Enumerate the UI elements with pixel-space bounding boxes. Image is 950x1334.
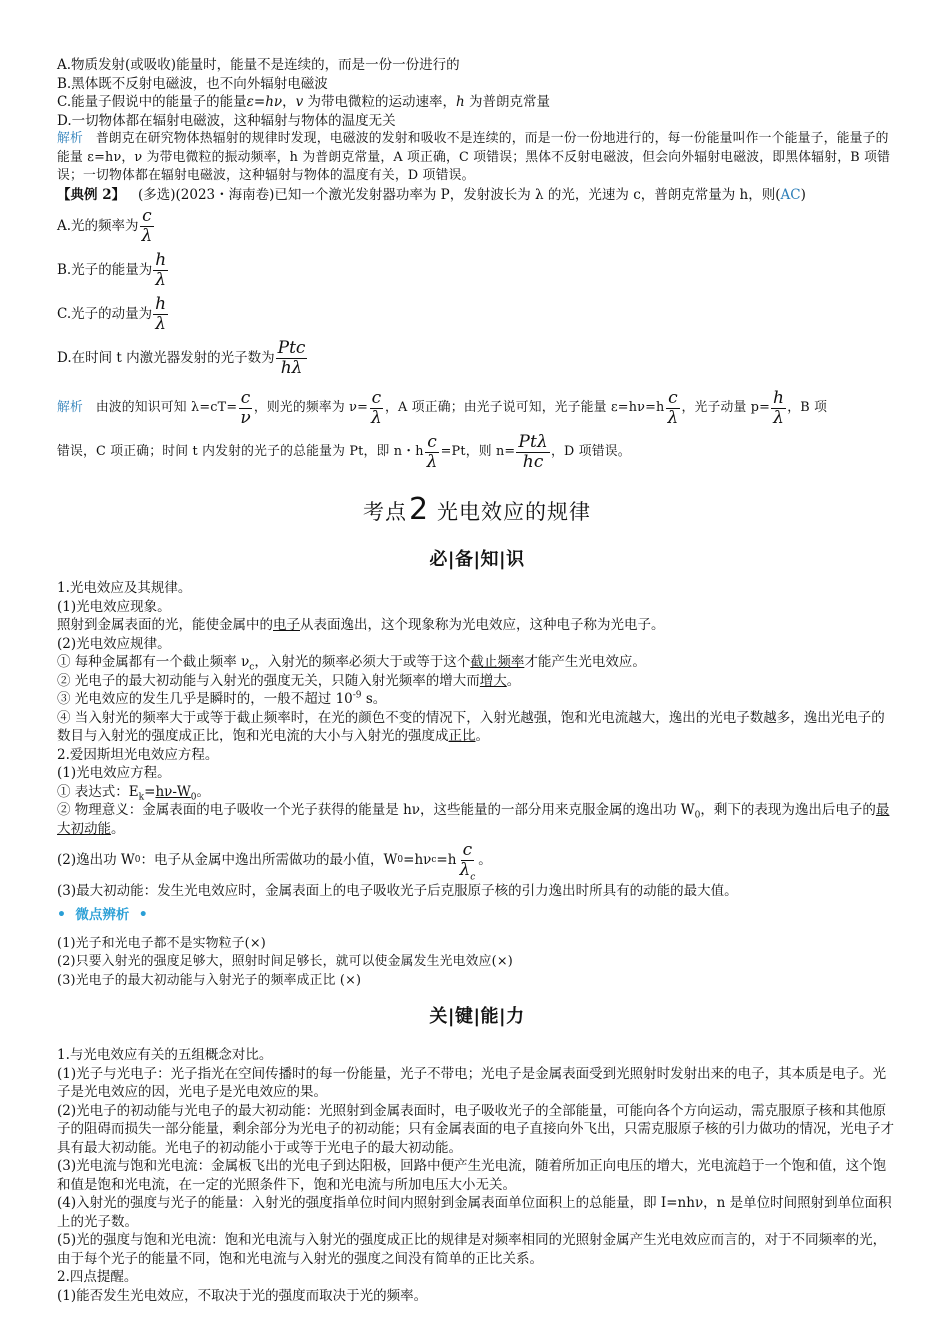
- example2-stem: 【典例 2】 (多选)(2023・海南卷)已知一个激光发射器功率为 P，发射波长为 λ 的光，光速为 c，普朗克常量为 h，则(AC): [57, 186, 806, 203]
- weidian-item: (2)只要入射光的强度足够大，照射时间足够长，就可以使金属发生光电效应(×): [57, 954, 513, 969]
- example2-analysis-line1: 解析 由波的知识可知 λ=cT= $\frac{c}{\nu}$ ，则光的频率为 ν= $\frac{c}{\lambda}$ ，A 项正确；由光子说可知，光子能量 ε=hν=h $\frac{c}{\lambda}$ ，光子动量 p= $\frac{h}{\lambda}$ ，B 项: [57, 387, 828, 428]
- example2-option-c: C.光子的动量为 $\frac{h}{\lambda}$: [57, 293, 167, 334]
- example2-option-b: B.光子的能量为 $\frac{h}{\lambda}$: [57, 249, 167, 290]
- example2-option-a: A.光的频率为 $\frac{c}{\lambda}$: [57, 205, 153, 246]
- q1-option-d: D.一切物体都在辐射电磁波，这种辐射与物体的温度无关: [57, 112, 396, 129]
- weidian-item: (1)光子和光电子都不是实物粒子(×): [57, 935, 266, 951]
- q1-option-c: C.能量子假说中的能量子的能量ε=hν，v 为带电微粒的运动速率，h 为普朗克常量: [57, 94, 551, 110]
- guanjian-section: 1.与光电效应有关的五组概念对比。 (1)光子与光电子：光子指光在空间传播时的每一份能量，光子不带电；光电子是金属表面受到光照射时发射出来的电子，其本质是电子。光子是光电效应的因，光电子是光电效应的果。 (2)光电子的初动能与光电子的最大初动能：光照射到金属表面时，电子吸收光子的全部能量，可能向各个方向运动，需克服原子核和其他原子的阻碍而损失一部分能量，剩余部分为光电子的初动能；只有金属表面的电子直接向外飞出，只需克服原子核的引力做功的情况，光电子才具有最大初动能。光电子的初动能小于或等于光电子的最大初动能。 (3)光电流与饱和光电流：金属板飞出的光电子到达阳极，回路中便产生光电流，随着所加正向电压的增大，光电流趋于一个饱和值，这个饱和值是饱和光电流，在一定的光照条件下，饱和光电流与所加电压大小无关。 (4)入射光的强度与光子的能量：入射光的强度指单位时间内照射到金属表面单位面积上的总能量，即 I=nhν，n 是单位时间照射到单位面积上的光子数。 (5)光的强度与饱和光电流：饱和光电流与入射光的强度成正比的规律是对频率相同的光照射金属产生光电效应而言的，对于不同频率的光，由于每个光子的能量不同，饱和光电流与入射光的强度之间没有简单的正比关系。 2.四点提醒。 (1)能否发生光电效应，不取决于光的强度而取决于光的频率。: [57, 1047, 894, 1304]
- fraction: $\frac{c}{\lambda_c}$: [459, 839, 476, 882]
- guanjian-heading: 关|键|能|力: [429, 1006, 525, 1027]
- bibei-heading: 必|备|知|识: [429, 549, 525, 570]
- bibei-section: 1.光电效应及其规律。 (1)光电效应现象。 照射到金属表面的光，能使金属中的电子从表面逸出，这个现象称为光电效应，这种电子称为光电子。 (2)光电效应规律。 ① 每种金属都有一个截止频率 $\nu_c$，入射光的频率必须大于或等于这个截止频率才能产生光电效应。 ② 光电子的最大初动能与入射光的强度无关，只随入射光频率的增大而增大。 ③ 光电效应的发生几乎是瞬时的，一般不超过 $10^{-9}$ s。 ④ 当入射光的频率大于或等于截止频率时，在光的颜色不变的情况下，入射光越强，饱和光电流越大，逸出的光电子数越多，逸出光电子的数目与入射光的强度成正比，饱和光电流的大小与入射光的强度成正比。 2.爱因斯坦光电效应方程。 (1)光电效应方程。 ① 表达式：$E_k=h\nu-W_0$。 ② 物理意义：金属表面的电子吸收一个光子获得的能量是 hν，这些能量的一部分用来克服金属的逸出功 $W_0$，剩下的表现为逸出后电子的最大初动能。 (2)逸出功 W 0 ：电子从金属中逸出所需做功的最小值，W 0 =hν c =h $\frac{c}{\lambda_c}$ 。 (3)最大初动能：发生光电效应时，金属表面上的电子吸收光子后克服原子核的引力逸出时所具有的动能的最大值。: [57, 580, 890, 899]
- q1-analysis: 解析 普朗克在研究物体热辐射的规律时发现，电磁波的发射和吸收不是连续的，而是一份一份地进行的，每一份能量叫作一个能量子，能量子的能量 ε=hν，ν 为带电微粒的振动频率，h 为普朗克常量，A 项正确，C 项错误；黑体不反射电磁波，但会向外辐射电磁波，即黑体辐射，B 项错误；一切物体都在辐射电磁波，这种辐射与物体的温度有关，D 项错误。: [57, 131, 891, 183]
- fraction: $\frac{h}{\lambda}$: [155, 249, 167, 290]
- fraction: $\frac{\text{Ptc}}{h\lambda}$: [277, 337, 306, 378]
- analysis-label: 解析: [57, 399, 83, 415]
- example2-answer: AC: [780, 186, 801, 203]
- example2-analysis-line2: 错误，C 项正确；时间 t 内发射的光子的总能量为 Pt，即 n・h $\frac{c}{\lambda}$ =Pt，则 n= $\frac{\text{Ptλ}}{hc}$ ，D 项错误。: [57, 431, 631, 472]
- weidian-item: (3)光电子的最大初动能与入射光子的频率成正比 (×): [57, 972, 362, 988]
- fraction: $\frac{h}{\lambda}$: [155, 293, 167, 334]
- kaodian-heading: 考点2 光电效应的规律: [362, 492, 592, 527]
- document-page: [57, 56, 897, 1305]
- weidian-label: • 微点辨析 •: [57, 906, 148, 923]
- example2-option-d: D.在时间 t 内激光器发射的光子数为 $\frac{\text{Ptc}}{h\lambda}$: [57, 337, 306, 378]
- q1-option-b: B.黑体既不反射电磁波，也不向外辐射电磁波: [57, 75, 328, 92]
- q1-option-a: A.物质发射(或吸收)能量时，能量不是连续的，而是一份一份进行的: [57, 57, 460, 73]
- analysis-label: 解析: [57, 131, 83, 146]
- fraction: $\frac{c}{\lambda}$: [141, 205, 153, 246]
